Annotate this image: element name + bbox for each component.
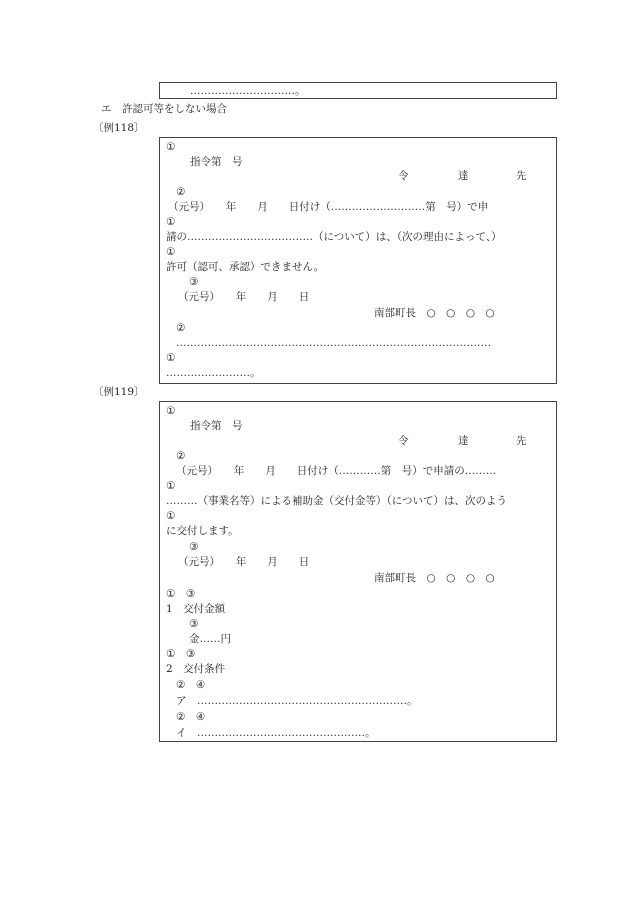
ex119-line: 令 xyxy=(398,435,409,447)
ex118-line: ② xyxy=(176,186,186,198)
ex119-line: ① ③ xyxy=(166,648,196,660)
ex119-line: ………（事業名等）による補助金（交付金等）（について）は、次のよう xyxy=(166,495,508,507)
ex119-line: ③ xyxy=(189,541,199,553)
ex118-line: （元号） 年 月 日 xyxy=(178,291,310,303)
example-119-label: 〔例119〕 xyxy=(93,386,145,398)
ex118-line: （元号） 年 月 日付け（………………………第 号）で申 xyxy=(168,201,489,213)
ex118-line: ① xyxy=(166,141,176,153)
ex119-line: （元号） 年 月 日付け（…………第 号）で申請の……… xyxy=(176,465,497,477)
ex119-line: ② ④ xyxy=(176,711,206,723)
example-119-box xyxy=(159,401,557,742)
ex119-line: 南部町長 ○ ○ ○ ○ xyxy=(374,572,495,584)
ex119-line: ② xyxy=(176,450,186,462)
ex119-line: 金……円 xyxy=(189,633,231,645)
ex118-line: ① xyxy=(166,216,176,228)
section-title: 許認可等をしない場合 xyxy=(122,103,227,115)
ex119-line: に交付します。 xyxy=(166,525,239,537)
ex118-line: 南部町長 ○ ○ ○ ○ xyxy=(374,307,495,319)
ex118-line: 達 xyxy=(458,170,469,182)
ex119-line: 指令第 号 xyxy=(190,420,243,432)
ex119-line: （元号） 年 月 日 xyxy=(178,556,310,568)
ex119-line: 2 交付条件 xyxy=(166,663,226,675)
ex118-line: ……………………………………………………………………………… xyxy=(176,337,491,349)
top-box-text: …………………………。 xyxy=(190,85,306,97)
ex119-line: ① xyxy=(166,480,176,492)
ex118-line: ② xyxy=(176,322,186,334)
ex118-line: ……………………。 xyxy=(166,367,261,379)
ex119-line: ③ xyxy=(189,618,199,630)
ex119-line: 1 交付金額 xyxy=(166,603,226,615)
ex119-line: ア ……………………………………………………。 xyxy=(176,695,418,707)
ex119-line: ① ③ xyxy=(166,588,196,600)
ex118-line: ③ xyxy=(189,276,199,288)
ex119-line: イ …………………………………………。 xyxy=(176,727,376,739)
ex118-line: 指令第 号 xyxy=(190,156,243,168)
ex118-line: ① xyxy=(166,246,176,258)
section-marker: エ xyxy=(101,103,112,115)
ex118-line: 先 xyxy=(516,170,527,182)
ex119-line: 達 xyxy=(458,435,469,447)
ex119-line: 先 xyxy=(516,435,527,447)
ex119-line: ② ④ xyxy=(176,679,206,691)
example-118-label: 〔例118〕 xyxy=(93,122,145,134)
ex118-line: ① xyxy=(166,352,176,364)
ex118-line: 請の………………………………（について）は、（次の理由によって、） xyxy=(166,231,502,243)
ex119-line: ① xyxy=(166,405,176,417)
ex118-line: 許可（認可、承認）できません。 xyxy=(166,261,325,273)
ex119-line: ① xyxy=(166,510,176,522)
ex118-line: 令 xyxy=(398,170,409,182)
